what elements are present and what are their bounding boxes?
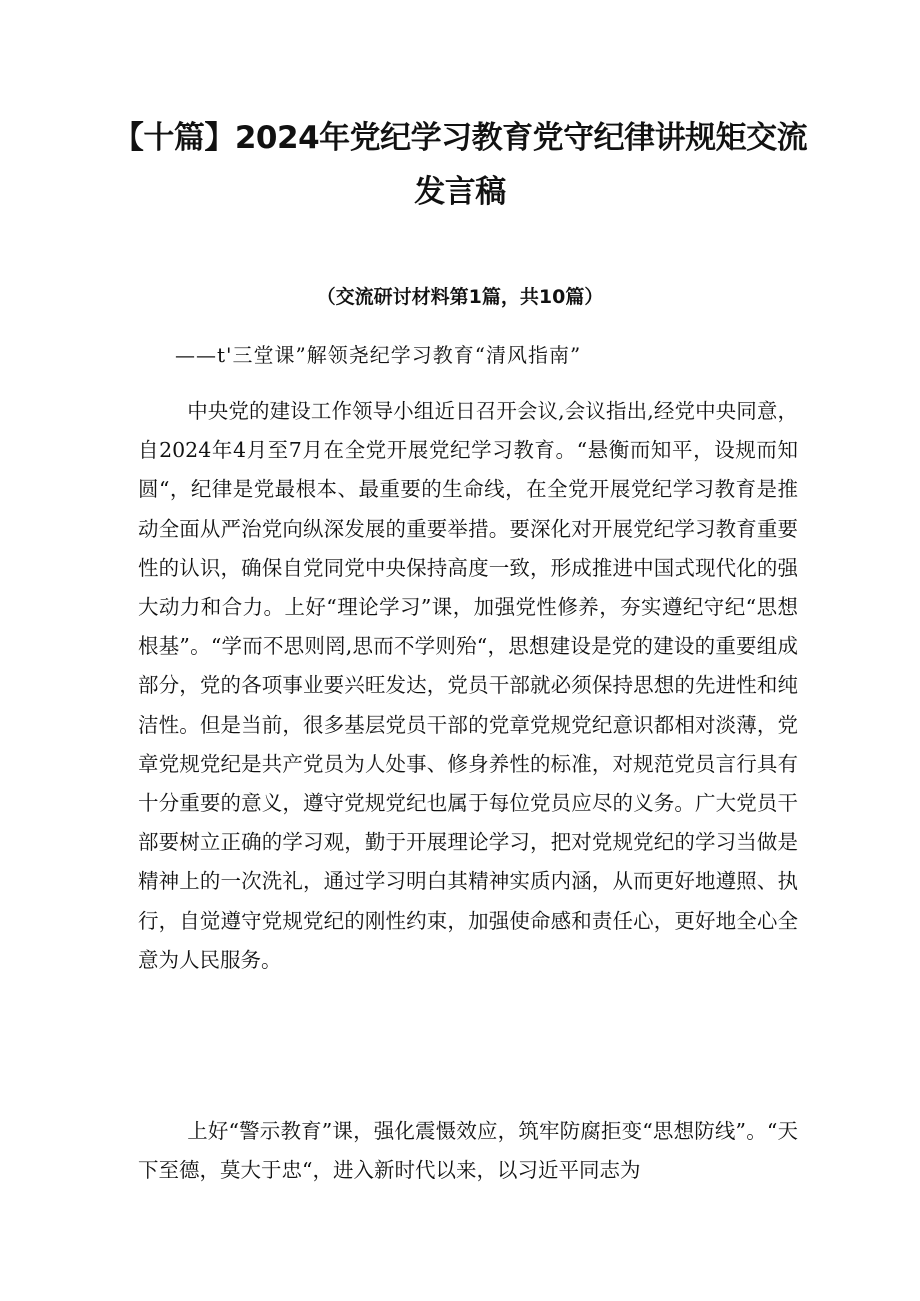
document-title-line2: 发言稿 — [414, 174, 506, 210]
document-title-line1: 【十篇】2024年党纪学习教育党守纪律讲规矩交流 — [112, 120, 808, 156]
document-subtitle: （交流研讨材料第1篇，共10篇） — [316, 286, 604, 308]
body-paragraph-2: 上好“警示教育”课，强化震慑效应，筑牢防腐拒变“思想防线”。“天下至德，莫大于忠“，进入新时代以来，以习近平同志为 — [138, 1119, 798, 1183]
section-heading: ——t'三堂课”解领尧纪学习教育“清风指南” — [175, 343, 582, 367]
body-paragraph-1: 中央党的建设工作领导小组近日召开会议,会议指出,经党中央同意，自2024年4月至7月在全党开展党纪学习教育。“悬衡而知平，设规而知圆“，纪律是党最根本、最重要的生命线，在全党开展党纪学习教育是推动全面从严治党向纵深发展的重要举措。要深化对开展党纪学习教育重要性的认识，确保自党同党中央保持高度一致，形成推进中国式现代化的强大动力和合力。上好“理论学习”课，加强党性修养，夯实遵纪守纪“思想根基”。“学而不思则罔,思而不学则殆“，思想建设是党的建设的重要组成部分，党的各项事业要兴旺发达，党员干部就必须保持思想的先进性和纯洁性。但是当前，很多基层党员干部的党章党规党纪意识都相对淡薄，党章党规党纪是共产党员为人处事、修身养性的标准，对规范党员言行具有十分重要的意义，遵守党规党纪也属于每位党员应尽的义务。广大党员干部要树立正确的学习观，勤于开展理论学习，把对党规党纪的学习当做是精神上的一次洗礼，通过学习明白其精神实质内涵，从而更好地遵照、执行，自觉遵守党规党纪的刚性约束，加强使命感和责任心，更好地全心全意为人民服务。 — [138, 399, 798, 972]
